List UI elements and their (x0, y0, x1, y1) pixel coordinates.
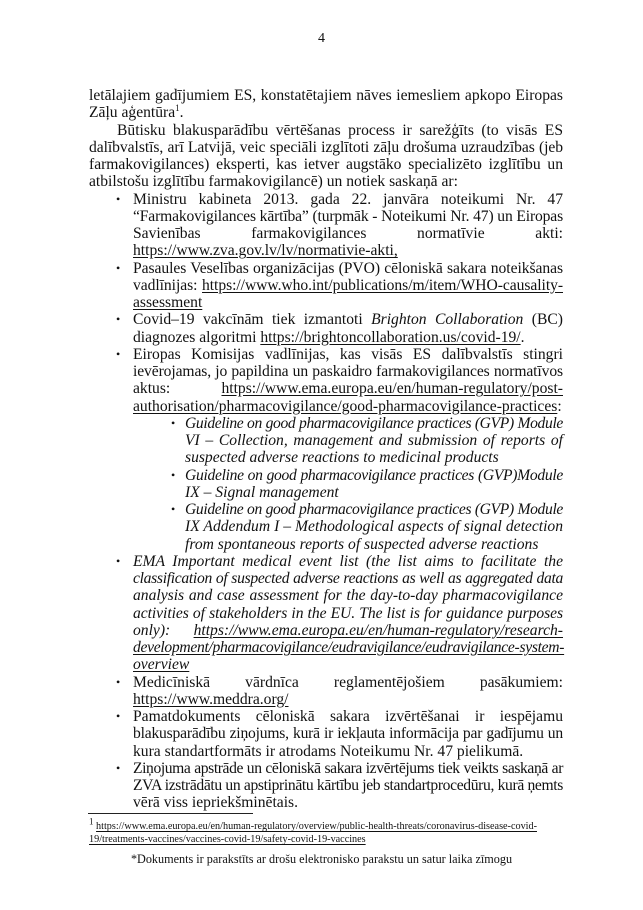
text-segment: Guideline on good pharmacovigilance practices (GVP) Module (185, 414, 563, 432)
hyperlink[interactable]: overview (133, 656, 190, 674)
text-segment: atbilstošu izglītību farmakovigilancē) un notiek saskaņā ar: (89, 173, 458, 191)
text-line (133, 587, 563, 604)
text-line (89, 104, 563, 121)
text-segment: kura standartformāts ir atrodams Noteikumu Nr. 47 pielikumā. (133, 742, 524, 760)
bullet-icon: • (171, 467, 176, 482)
text-line (133, 363, 563, 380)
bullet-icon: • (116, 674, 121, 689)
text-segment: ievērojamas, jo papildina un paskaidro farmakovigilances normatīvos (133, 363, 563, 380)
text-segment: ZVA izstrādātu un apstiprinātu kārtību jeb standartprocedūru, kurā ņemts (133, 777, 563, 794)
text-segment: IX – Signal management (185, 483, 339, 501)
bullet-icon: • (116, 312, 121, 327)
text-segment: Covid–19 vakcīnām tiek izmantoti (133, 311, 372, 329)
footnote-line-1 (89, 816, 537, 833)
text-line (133, 725, 563, 742)
hyperlink[interactable]: assessment (133, 294, 203, 311)
text-line (133, 656, 563, 673)
text-line (185, 536, 563, 553)
text-segment: Ministru kabineta 2013. gada 22. janvāra noteikumi Nr. 47 (133, 190, 563, 208)
text-segment: classification of suspected adverse reactions as well as aggregated data (133, 570, 563, 587)
text-line (185, 518, 563, 535)
bullet-icon: • (116, 260, 121, 275)
footnote-link-continued[interactable]: 19/treatments-vaccines/vaccines-covid-19/safety-covid-19-vaccines (89, 834, 366, 845)
list-item-line (133, 708, 563, 725)
hyperlink[interactable]: https://brightoncollaboration.us/covid-19/ (260, 328, 521, 346)
text-segment: vadlīnijas: (133, 276, 203, 294)
text-line (133, 605, 563, 622)
text-segment: Zāļu aģentūra (89, 104, 176, 122)
text-line (133, 380, 563, 397)
text-segment: Guideline on good pharmacovigilance practices (GVP) Module (185, 501, 563, 518)
text-line (133, 208, 563, 225)
hyperlink[interactable]: authorisation/pharmacovigilance/good-pharmacovigilance-practices (133, 397, 558, 415)
text-segment: from spontaneous reports of suspected adverse reactions (185, 535, 539, 553)
text-segment: Ziņojuma apstrāde un cēloniskā sakara izvērtējums tiek veikts saskaņā ar (133, 759, 563, 777)
bullet-icon: • (171, 502, 176, 516)
text-line (133, 329, 563, 346)
text-segment: Medicīniskā vārdnīca reglamentējošiem pasākumiem: (133, 673, 563, 691)
text-line (133, 225, 563, 242)
text-line (185, 449, 563, 466)
text-line (133, 622, 563, 639)
hyperlink[interactable]: https://www.ema.europa.eu/en/human-regulatory/post- (221, 380, 563, 398)
list-item-line (185, 415, 563, 432)
text-line (117, 122, 563, 139)
text-line (133, 691, 563, 708)
text-segment: blakusparādību ziņojums, kurā ir iekļauta informācija par gadījumu un (133, 725, 563, 743)
text-segment: : (557, 397, 562, 415)
text-segment: farmakovigilances) eksperti, kas ietver augstāko specializēto izglītību un (89, 156, 563, 173)
text-segment: IX Addendum I – Methodological aspects of signal detection (185, 518, 563, 536)
list-item-line (133, 674, 563, 691)
text-segment: Būtisku blakusparādību vērtēšanas process ir sarežģīts (to visās ES (117, 121, 563, 139)
list-item-line (133, 191, 563, 208)
hyperlink[interactable]: https://www.who.int/publications/m/item/WHO-causality- (202, 276, 563, 294)
bullet-icon: • (171, 415, 176, 430)
text-line (89, 156, 563, 173)
list-item-line (185, 501, 563, 518)
text-line (133, 777, 563, 794)
text-segment: activities of stakeholders in the EU. The list is for guidance purposes (133, 604, 563, 622)
bullet-icon: • (116, 346, 121, 361)
text-segment: only): (133, 621, 194, 639)
hyperlink[interactable]: https://www.meddra.org/ (133, 690, 289, 708)
text-line (185, 432, 563, 449)
text-segment: Savienības farmakovigilances normatīvie akti: (133, 225, 563, 242)
text-segment: . (179, 104, 184, 122)
text-line (133, 294, 563, 311)
footnote-separator (88, 813, 253, 814)
bullet-icon: • (116, 760, 121, 775)
text-line (89, 87, 563, 104)
text-line (133, 277, 563, 294)
text-segment: Pamatdokuments cēloniskā sakara izvērtēšanai ir iespējamu (133, 708, 563, 725)
footnote-reference[interactable]: 1 (175, 103, 180, 114)
hyperlink[interactable]: https://www.zva.gov.lv/lv/normativie-akti, (133, 242, 398, 260)
text-segment: VI – Collection, management and submission of reports of (185, 432, 563, 449)
text-line (133, 570, 563, 587)
text-segment: suspected adverse reactions to medicinal products (185, 449, 499, 467)
text-line (133, 398, 563, 415)
text-segment: (BC) (523, 311, 563, 329)
text-segment: vērā viss iepriekšminētais. (133, 794, 298, 812)
text-line (89, 173, 563, 190)
bullet-icon: • (116, 553, 121, 568)
text-segment: Brighton Collaboration (371, 311, 524, 329)
footnote-mark: 1 (89, 816, 94, 827)
text-line (133, 242, 563, 259)
list-item-line (133, 553, 563, 570)
text-segment: letālajiem gadījumiem ES, konstatētajiem nāves iemesliem apkopo Eiropas (89, 87, 563, 104)
bullet-icon: • (116, 191, 121, 206)
page-number: 4 (318, 31, 325, 46)
text-segment: aktus: (133, 380, 222, 398)
text-segment: Pasaules Veselības organizācijas (PVO) cēloniskā sakara noteikšanas (133, 259, 563, 277)
text-segment: . (520, 328, 525, 346)
text-segment: diagnozes algoritmi (133, 328, 261, 346)
list-item-line (133, 311, 563, 328)
list-item-line (133, 346, 563, 363)
list-item-line (185, 467, 563, 484)
text-line (89, 139, 563, 156)
text-segment: EMA Important medical event list (the list aims to facilitate the (133, 552, 563, 570)
text-segment: Eiropas Komisijas vadlīnijas, kas visās ES dalībvalstīs stingri (133, 345, 563, 363)
text-line (133, 743, 563, 760)
hyperlink[interactable]: development/pharmacovigilance/eudravigilance/eudravigilance-system- (133, 639, 565, 656)
text-line (185, 484, 563, 501)
signature-note: *Dokuments ir parakstīts ar drošu elektronisko parakstu un satur laika zīmogu (130, 852, 513, 866)
footnote-link[interactable]: https://www.ema.europa.eu/en/human-regulatory/overview/public-health-threats/coronavirus-disease-covid- (96, 821, 537, 832)
list-item-line (133, 760, 563, 777)
footnote-line-2 (89, 834, 366, 846)
text-line (133, 639, 563, 656)
bullet-icon: • (116, 709, 121, 723)
text-segment: “Farmakovigilances kārtība” (turpmāk - Noteikumi Nr. 47) un Eiropas (133, 207, 563, 225)
text-segment: Guideline on good pharmacovigilance practices (GVP)Module (185, 466, 563, 484)
hyperlink[interactable]: https://www.ema.europa.eu/en/human-regulatory/research- (193, 621, 563, 639)
text-segment: dalībvalstīs, arī Latvijā, veic speciāli izglītoti zāļu drošuma uzraudzības (jeb (89, 138, 563, 156)
text-segment: analysis and case assessment for the day-to-day pharmacovigilance (133, 587, 563, 605)
text-line (133, 794, 563, 811)
list-item-line (133, 260, 563, 277)
